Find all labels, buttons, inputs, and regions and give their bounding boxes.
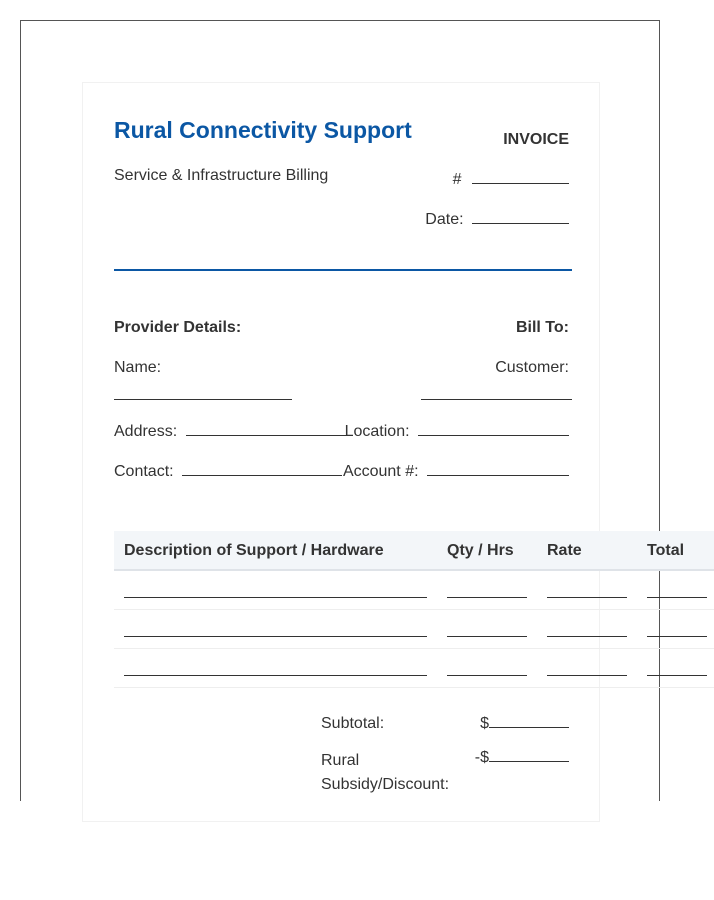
- subtotal-prefix: $: [480, 715, 489, 732]
- discount-label-line2: Subsidy/Discount:: [321, 776, 450, 793]
- table-row: [114, 610, 714, 649]
- discount-prefix: -$: [474, 749, 489, 766]
- column-description: Description of Support / Hardware: [124, 542, 384, 559]
- description-blank[interactable]: [124, 675, 427, 676]
- invoice-number-label: #: [452, 171, 462, 188]
- subtotal-label: Subtotal:: [321, 715, 385, 732]
- location-blank[interactable]: [418, 435, 569, 436]
- invoice-page: [82, 82, 685, 822]
- discount-label-line1: Rural: [321, 752, 360, 769]
- provider-contact-label: Contact:: [114, 463, 174, 480]
- invoice-date-blank[interactable]: [472, 223, 569, 224]
- discount-blank[interactable]: [489, 761, 569, 762]
- provider-name-blank[interactable]: [114, 399, 292, 400]
- qty-blank[interactable]: [447, 675, 527, 676]
- description-blank[interactable]: [124, 636, 427, 637]
- customer-label: Customer:: [495, 359, 569, 376]
- location-label: Location:: [344, 423, 410, 440]
- column-qty: Qty / Hrs: [447, 542, 514, 559]
- total-blank[interactable]: [647, 636, 707, 637]
- document-frame: [20, 20, 685, 801]
- bill-to-heading: Bill To:: [515, 319, 569, 336]
- provider-address-label: Address:: [114, 423, 178, 440]
- subtotal-field[interactable]: [480, 715, 569, 733]
- header-divider: [114, 269, 572, 271]
- total-blank[interactable]: [647, 675, 707, 676]
- table-row: [114, 649, 714, 688]
- column-total: Total: [647, 542, 685, 559]
- company-subtitle: Service & Infrastructure Billing: [114, 167, 329, 184]
- subtotal-blank[interactable]: [489, 727, 569, 728]
- invoice-number-field[interactable]: [453, 171, 569, 189]
- description-blank[interactable]: [124, 597, 427, 598]
- line-items-table: [114, 531, 714, 688]
- account-label: Account #:: [342, 463, 419, 480]
- column-rate: Rate: [547, 542, 582, 559]
- location-field[interactable]: [345, 423, 569, 441]
- provider-contact-blank[interactable]: [182, 475, 342, 476]
- company-title: Rural Connectivity Support: [114, 117, 412, 143]
- rate-blank[interactable]: [547, 675, 627, 676]
- table-header: [114, 531, 714, 571]
- rate-blank[interactable]: [547, 636, 627, 637]
- provider-address-field[interactable]: [114, 423, 346, 441]
- customer-blank[interactable]: [421, 399, 572, 400]
- invoice-label: INVOICE: [503, 131, 569, 148]
- invoice-date-label: Date:: [425, 211, 464, 228]
- provider-name-label: Name:: [114, 359, 162, 376]
- provider-address-blank[interactable]: [186, 435, 346, 436]
- rate-blank[interactable]: [547, 597, 627, 598]
- invoice-number-blank[interactable]: [472, 183, 569, 184]
- provider-heading: Provider Details:: [114, 319, 242, 336]
- discount-label: [321, 749, 449, 797]
- invoice-date-field[interactable]: [425, 211, 569, 229]
- total-blank[interactable]: [647, 597, 707, 598]
- account-field[interactable]: [343, 463, 569, 481]
- provider-contact-field[interactable]: [114, 463, 342, 481]
- qty-blank[interactable]: [447, 636, 527, 637]
- qty-blank[interactable]: [447, 597, 527, 598]
- account-blank[interactable]: [427, 475, 569, 476]
- discount-field[interactable]: [475, 749, 569, 767]
- table-row: [114, 571, 714, 610]
